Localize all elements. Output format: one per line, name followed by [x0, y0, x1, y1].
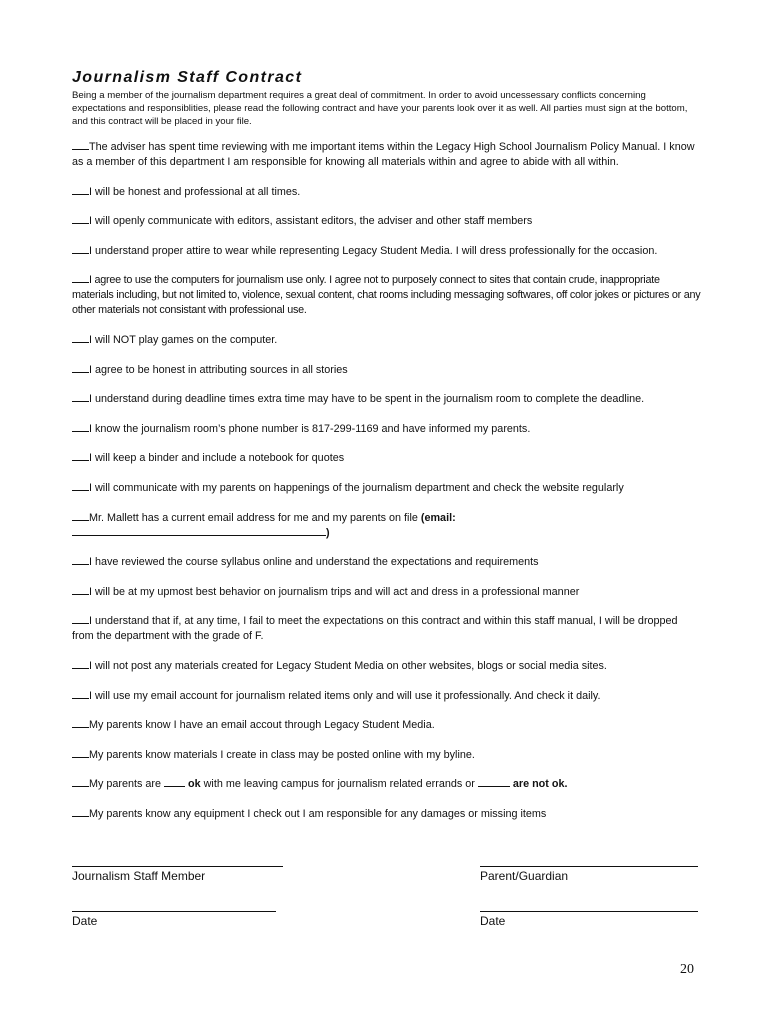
- not-ok-blank[interactable]: [478, 778, 510, 787]
- contract-item: I will NOT play games on the computer.: [72, 333, 702, 348]
- contract-item: My parents know any equipment I check out I am responsible for any damages or missing items: [72, 807, 702, 822]
- initial-blank[interactable]: [72, 393, 89, 402]
- intro-paragraph: Being a member of the journalism department requires a great deal of commitment. In order to avoid uncessessary conflicts concerning expectations and responsiblities, please read the following contract and have your parents look over it as well. All parties must sign at the bottom, and this contract will be placed in your file.: [72, 90, 688, 127]
- contract-item: I will not post any materials created for Legacy Student Media on other websites, blogs or social media sites.: [72, 659, 702, 674]
- contract-item: I will keep a binder and include a notebook for quotes: [72, 451, 702, 466]
- contract-item: My parents know materials I create in class may be posted online with my byline.: [72, 748, 702, 763]
- initial-blank[interactable]: [72, 512, 89, 521]
- parent-signature-label: Parent/Guardian: [480, 869, 569, 883]
- parent-date-line[interactable]: [480, 911, 698, 912]
- staff-signature-line[interactable]: [72, 866, 283, 867]
- email-blank[interactable]: [72, 527, 326, 536]
- contract-item: I agree to be honest in attributing sources in all stories: [72, 363, 702, 378]
- initial-blank[interactable]: [72, 452, 89, 461]
- contract-item: I agree to use the computers for journalism use only. I agree not to purposely connect to sites that contain crude, inappropriate materials including, but not limited to, violence, sexual content, chat rooms including messaging softwares, off color jokes or pictures or any other materials not consistant with professional use.: [72, 274, 701, 317]
- contract-item: I will communicate with my parents on happenings of the journalism department and check the website regularly: [72, 481, 702, 496]
- initial-blank[interactable]: [72, 334, 89, 343]
- contract-item: I will openly communicate with editors, assistant editors, the adviser and other staff members: [72, 214, 702, 229]
- contract-item-email: Mr. Mallett has a current email address for me and my parents on file (email:): [72, 511, 702, 541]
- contract-item: I know the journalism room’s phone number is 817-299-1169 and have informed my parents.: [72, 422, 702, 437]
- parent-date-label: Date: [480, 914, 506, 928]
- contract-item-campus: My parents are ok with me leaving campus for journalism related errands or are not ok.: [72, 777, 702, 792]
- initial-blank[interactable]: [72, 556, 89, 565]
- staff-signature-label: Journalism Staff Member: [72, 869, 206, 883]
- initial-blank[interactable]: [72, 141, 89, 150]
- parent-signature-line[interactable]: [480, 866, 698, 867]
- initial-blank[interactable]: [72, 808, 89, 817]
- staff-date-line[interactable]: [72, 911, 276, 912]
- initial-blank[interactable]: [72, 778, 89, 787]
- ok-blank[interactable]: [164, 778, 185, 787]
- contract-item: My parents know I have an email accout through Legacy Student Media.: [72, 718, 702, 733]
- initial-blank[interactable]: [72, 749, 89, 758]
- contract-item: I will be at my upmost best behavior on journalism trips and will act and dress in a professional manner: [72, 585, 702, 600]
- initial-blank[interactable]: [72, 482, 89, 491]
- contract-item: I understand that if, at any time, I fail to meet the expectations on this contract and within this staff manual, I will be dropped from the department with the grade of F.: [72, 615, 678, 643]
- initial-blank[interactable]: [72, 690, 89, 699]
- contract-items: [72, 140, 702, 836]
- page-number: 20: [680, 962, 694, 977]
- contract-item: I understand proper attire to wear while representing Legacy Student Media. I will dress professionally for the occasion.: [72, 244, 702, 259]
- contract-item: The adviser has spent time reviewing with me important items within the Legacy High School Journalism Policy Manual. I know as a member of this department I am responsible for knowing all materials within and agree to abide with all within.: [72, 141, 695, 168]
- page-title: Journalism Staff Contract: [72, 69, 303, 86]
- contract-item: I will use my email account for journalism related items only and will use it professionally. And check it daily.: [72, 689, 702, 704]
- initial-blank[interactable]: [72, 719, 89, 728]
- staff-date-label: Date: [72, 914, 98, 928]
- contract-item: I will be honest and professional at all times.: [72, 185, 702, 200]
- initial-blank[interactable]: [72, 215, 89, 224]
- initial-blank[interactable]: [72, 660, 89, 669]
- contract-item: I have reviewed the course syllabus online and understand the expectations and requirements: [72, 555, 702, 570]
- initial-blank[interactable]: [72, 364, 89, 373]
- initial-blank[interactable]: [72, 186, 89, 195]
- initial-blank[interactable]: [72, 274, 89, 283]
- initial-blank[interactable]: [72, 245, 89, 254]
- contract-item: I understand during deadline times extra time may have to be spent in the journalism room to complete the deadline.: [72, 392, 702, 407]
- initial-blank[interactable]: [72, 423, 89, 432]
- initial-blank[interactable]: [72, 586, 89, 595]
- initial-blank[interactable]: [72, 615, 89, 624]
